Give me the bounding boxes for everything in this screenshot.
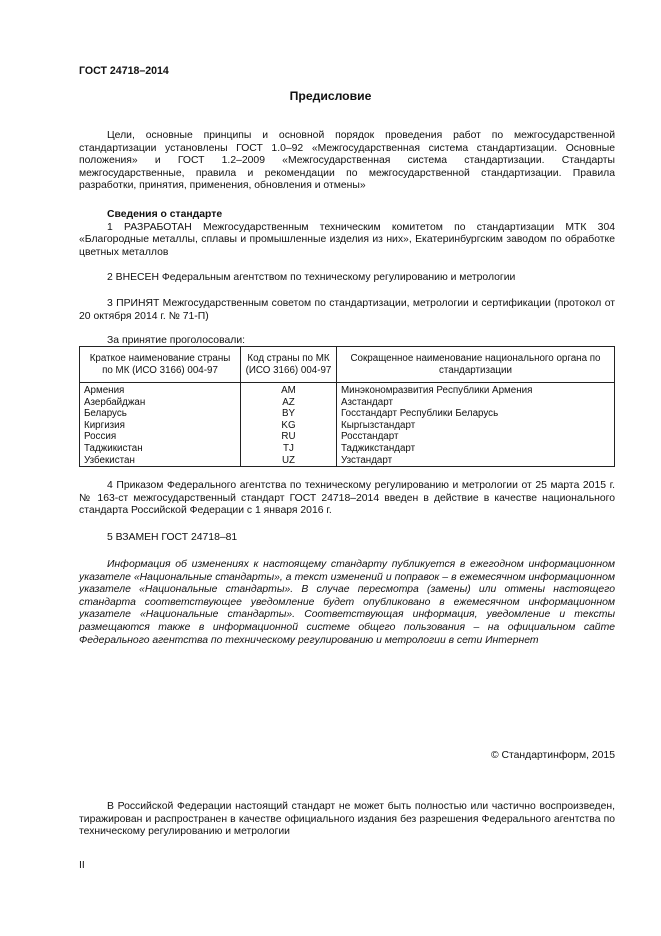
voting-table [79, 346, 615, 467]
page-number: II [79, 860, 85, 871]
item-3-paragraph: 3 ПРИНЯТ Межгосударственным советом по стандартизации, метрологии и сертификации (протокол от 20 октября 2014 г. № 71-П) [79, 298, 615, 322]
country-name: Таджикистан [80, 443, 241, 455]
country-code: BY [241, 408, 337, 420]
country-code: UZ [241, 455, 337, 467]
intro-paragraph: Цели, основные принципы и основной порядок проведения работ по межгосударственной стандартизации установлены ГОСТ 1.0–92 «Межгосударственная система стандартизации. Основные положения» и ГОСТ 1.2–2009 «Межгосударственная система стандартизации. Стандарты межгосударственные, правила и рекомендации по межгосударственной стандартизации. Правила разработки, принятия, применения, обновления и отмены» [79, 130, 615, 192]
table-row [80, 397, 615, 409]
standards-body: Кыргызстандарт [337, 420, 615, 432]
info-heading: Сведения о стандарте [107, 209, 223, 220]
notice-paragraph: Информация об изменениях к настоящему стандарту публикуется в ежегодном информационном указателе «Национальные стандарты», а текст изменений и поправок – в ежемесячном информационном указателе «Национальные стандарты». В случае пересмотра (замены) или отмены настоящего стандарта соответствующее уведомление будет опубликовано в ежемесячном информационном указателе «Национальные стандарты». Соответствующая информация, уведомление и тексты размещаются также в информационной системе общего пользования – на официальном сайте Федерального агентства по техническому регулированию и метрологии в сети Интернет [79, 559, 615, 646]
standards-body: Росстандарт [337, 431, 615, 443]
table-header: Код страны по МК (ИСО 3166) 004-97 [241, 347, 337, 383]
item-4-paragraph: 4 Приказом Федерального агентства по техническому регулированию и метрологии от 25 марта 2015 г. № 163-ст межгосударственный стандарт ГОСТ 24718–2014 введен в действие в качестве национального стандарта Российской Федерации с 1 января 2016 г. [79, 480, 615, 517]
copyright: © Стандартинформ, 2015 [490, 750, 615, 761]
table-row [80, 420, 615, 432]
standards-body: Узстандарт [337, 455, 615, 467]
standards-body: Минэкономразвития Республики Армения [337, 383, 615, 397]
table-header: Краткое наименование страны по МК (ИСО 3166) 004-97 [80, 347, 241, 383]
table-row [80, 455, 615, 467]
country-name: Беларусь [80, 408, 241, 420]
standards-body: Госстандарт Республики Беларусь [337, 408, 615, 420]
table-row [80, 408, 615, 420]
vote-label: За принятие проголосовали: [107, 335, 246, 346]
standards-body: Таджикстандарт [337, 443, 615, 455]
country-code: AZ [241, 397, 337, 409]
item-5-paragraph: 5 ВЗАМЕН ГОСТ 24718–81 [107, 532, 238, 543]
standards-body: Азстандарт [337, 397, 615, 409]
country-code: KG [241, 420, 337, 432]
country-name: Узбекистан [80, 455, 241, 467]
country-name: Россия [80, 431, 241, 443]
table-header: Сокращенное наименование национального органа по стандартизации [337, 347, 615, 383]
page-title: Предисловие [289, 89, 372, 103]
country-code: RU [241, 431, 337, 443]
table-row [80, 443, 615, 455]
item-1: 1 РАЗРАБОТАН Межгосударственным техническим комитетом по стандартизации МТК 304 «Благородные металлы, сплавы и промышленные изделия из них», Екатеринбургским заводом по обработке цветных металлов [79, 221, 615, 258]
info-section [79, 209, 615, 259]
country-name: Киргизия [80, 420, 241, 432]
country-name: Азербайджан [80, 397, 241, 409]
item-2-paragraph: 2 ВНЕСЕН Федеральным агентством по техническому регулированию и метрологии [107, 272, 516, 283]
legal-paragraph: В Российской Федерации настоящий стандарт не может быть полностью или частично воспроизведен, тиражирован и распространен в качестве официального издания без разрешения Федерального агентства по техническому регулированию и метрологии [79, 801, 615, 838]
country-code: TJ [241, 443, 337, 455]
table-row [80, 431, 615, 443]
document-header: ГОСТ 24718–2014 [79, 65, 169, 77]
country-name: Армения [80, 383, 241, 397]
country-code: AM [241, 383, 337, 397]
table-row [80, 383, 615, 397]
table-header-row [80, 347, 615, 383]
